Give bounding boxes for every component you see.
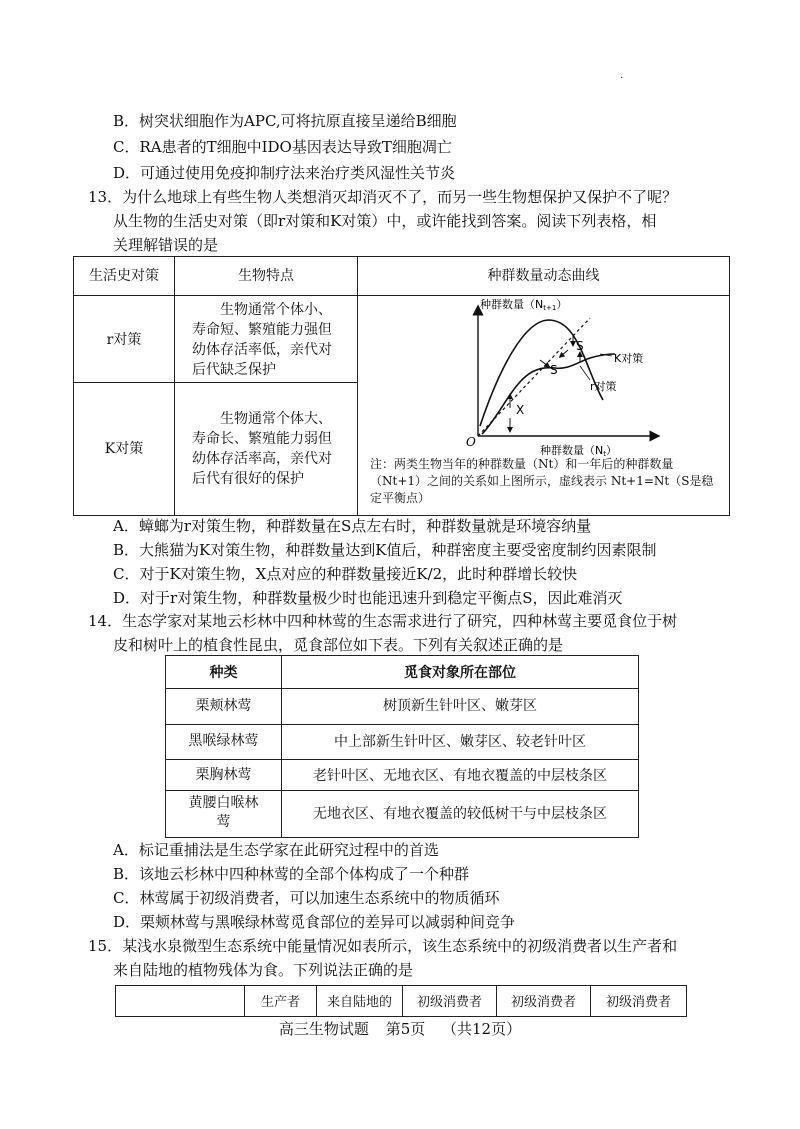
q13-row-r-strategy: r对策 xyxy=(106,332,142,348)
q13-option-b: B．大熊猫为K对策生物，种群数量达到K值后，种群密度主要受密度制约因素限制 xyxy=(113,541,657,559)
y-axis-label: 种群数量（Nt+1） xyxy=(480,298,568,312)
k-strategy-label: K对策 xyxy=(614,352,644,365)
q14-stem-2: 皮和树叶上的植食性昆虫，觅食部位如下表。下列有关叙述正确的是 xyxy=(113,636,564,654)
footer-page: 第5页 xyxy=(385,1020,426,1038)
corner-mark: . xyxy=(620,70,624,81)
q14-table xyxy=(165,655,639,838)
q12-option-b: B．树突状细胞作为APC,可将抗原直接呈递给B细胞 xyxy=(113,112,457,130)
q14-option-d: D．栗颊林莺与黑喉绿林莺觅食部位的差异可以减弱种间竞争 xyxy=(113,913,516,931)
q14-stem-1: 14．生态学家对某地云杉林中四种林莺的生态需求进行了研究，四种林莺主要觅食位于树 xyxy=(88,612,678,630)
q13-stem-2: 从生物的生活史对策（即r对策和K对策）中，或许能找到答案。阅读下列表格，相 xyxy=(113,212,657,230)
q13-option-c: C．对于K对策生物，X点对应的种群数量接近K/2，此时种群增长较快 xyxy=(113,565,578,583)
k-strategy-curve xyxy=(482,354,615,434)
q14-location-4: 无地衣区、有地衣覆盖的较低树干与中层枝条区 xyxy=(313,806,607,822)
q14-species-2: 黑喉绿林莺 xyxy=(188,733,259,749)
x-point-label: X xyxy=(516,403,525,417)
x-axis-label: 种群数量（Nt） xyxy=(540,444,617,456)
q15-header-consumer-2: 初级消费者 xyxy=(510,995,576,1010)
q13-row-k-strategy: K对策 xyxy=(104,441,144,457)
population-curve-graph xyxy=(440,296,700,456)
q14-location-2: 中上部新生针叶区、嫩芽区、较老针叶区 xyxy=(334,734,586,750)
q15-header-consumer-3: 初级消费者 xyxy=(605,995,671,1010)
page-footer xyxy=(0,1018,800,1039)
q14-option-a: A．标记重捕法是生态学家在此研究过程中的首选 xyxy=(113,841,439,859)
q13-row-r-traits: 生物通常个体小、寿命短、繁殖能力强但幼体存活率低，亲代对后代缺乏保护 xyxy=(192,302,332,378)
footer-total: （共12页） xyxy=(442,1020,522,1038)
q15-stem-2: 来自陆地的植物残体为食。下列说法正确的是 xyxy=(113,961,414,979)
q14-location-3: 老针叶区、无地衣区、有地衣覆盖的中层枝条区 xyxy=(313,768,607,784)
q14-header-location: 觅食对象所在部位 xyxy=(404,665,516,681)
s-lower-label: S xyxy=(550,363,558,377)
q14-option-b: B．该地云杉林中四种林莺的全部个体构成了一个种群 xyxy=(113,865,470,883)
q14-species-4a: 黄腰白喉林 xyxy=(188,795,259,811)
q14-species-3: 栗胸林莺 xyxy=(195,767,252,783)
q15-number: 15． xyxy=(88,937,123,955)
q14-number: 14． xyxy=(88,612,123,630)
q15-header-land: 来自陆地的 xyxy=(326,995,392,1010)
q15-table xyxy=(115,985,687,1017)
footer-title: 高三生物试题 xyxy=(278,1020,369,1038)
q13-stem-3: 关理解错误的是 xyxy=(113,236,219,254)
q13-header-strategy: 生活史对策 xyxy=(89,268,159,284)
q14-header-species: 种类 xyxy=(209,665,238,681)
q13-header-curve: 种群数量动态曲线 xyxy=(487,268,600,284)
s-upper-label: S xyxy=(576,339,584,353)
q14-location-1: 树顶新生针叶区、嫩芽区 xyxy=(383,698,537,714)
q13-option-d: D．对于r对策生物，种群数量极少时也能迅速升到稳定平衡点S，因此难消灭 xyxy=(113,589,623,607)
origin-label: O xyxy=(466,435,476,449)
q15-header-consumer-1: 初级消费者 xyxy=(416,995,482,1010)
q13-row-k-traits: 生物通常个体大、寿命长、繁殖能力弱但幼体存活率高，亲代对后代有很好的保护 xyxy=(192,411,332,487)
q14-species-4b: 莺 xyxy=(216,814,231,830)
q13-graph-note: 注：两类生物当年的种群数量（Nt）和一年后的种群数量（Nt+1）之间的关系如上图所示，虚线表示 Nt+1=Nt（S是稳定平衡点） xyxy=(370,457,714,505)
q15-header-producer: 生产者 xyxy=(260,995,300,1010)
q15-stem-1: 15．某浅水泉微型生态系统中能量情况如表所示，该生态系统中的初级消费者以生产者和 xyxy=(88,937,678,955)
q13-number: 13． xyxy=(88,188,123,206)
q14-species-1: 栗颊林莺 xyxy=(195,698,252,714)
q14-option-c: C．林莺属于初级消费者，可以加速生态系统中的物质循环 xyxy=(113,889,500,907)
r-strategy-label: r对策 xyxy=(590,380,617,393)
q13-header-traits: 生物特点 xyxy=(238,268,294,284)
q12-option-d: D．可通过使用免疫抑制疗法来治疗类风湿性关节炎 xyxy=(113,164,456,182)
q13-stem-1: 13．为什么地球上有些生物人类想消灭却消灭不了，而另一些生物想保护又保护不了呢？ xyxy=(88,188,678,206)
q13-option-a: A．蟑螂为r对策生物，种群数量在S点左右时，种群数量就是环境容纳量 xyxy=(113,517,592,535)
q12-option-c: C．RA患者的T细胞中IDO基因表达导致T细胞凋亡 xyxy=(113,138,452,156)
